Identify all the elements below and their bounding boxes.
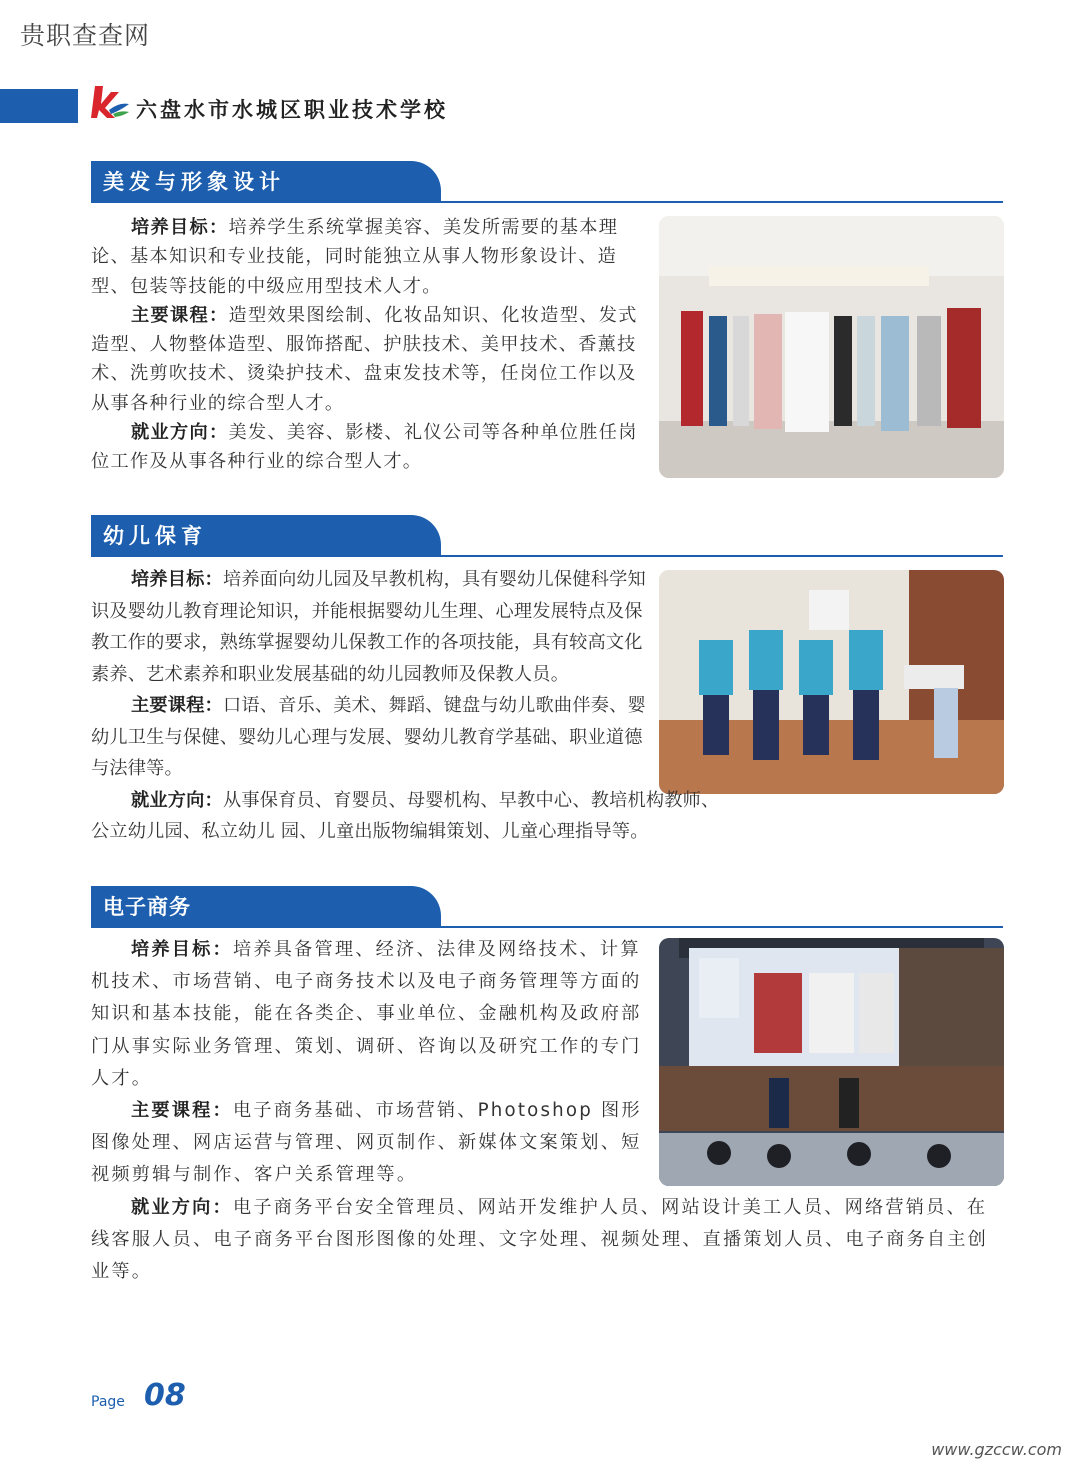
hairdressing-jobs: 就业方向：美发、美容、影楼、礼仪公司等各种单位胜任岗位工作及从事各种行业的综合型人才。 (91, 422, 638, 473)
childcare-goal: 培养目标：培养面向幼儿园及早教机构，具有婴幼儿保健科学知识及婴幼儿教育理论知识，并能根据婴幼儿生理、心理发展特点及保教工作的要求，熟练掌握婴幼儿保教工作的各项技能，具有较高文化素养、艺术素养和职业发展基础的幼儿园教师及保教人员。 (91, 569, 646, 685)
childcare-jobs: 就业方向：从事保育员、育婴员、母婴机构、早教中心、教培机构教师、公立幼儿园、私立幼儿 园、儿童出版物编辑策划、儿童心理指导等。 (91, 789, 720, 842)
hairdressing-courses: 主要课程：造型效果图绘制、化妆品知识、化妆造型、发式造型、人物整体造型、服饰搭配、护肤技术、美甲技术、香薰技术、洗剪吹技术、烫染护技术、盘束发技术等，任岗位工作以及从事各种行业的综合型人才。 (91, 304, 638, 414)
ecommerce-courses: 主要课程：电子商务基础、市场营销、Photoshop 图形图像处理、网店运营与管理、网页制作、新媒体文案策划、短视频剪辑与制作、客户关系管理等。 (91, 1100, 642, 1186)
hairdressing-goal: 培养目标：培养学生系统掌握美容、美发所需要的基本理论、基本知识和专业技能，同时能独立从事人物形象设计、造型、包装等技能的中级应用型技术人才。 (91, 217, 619, 297)
header-accent-bar (0, 89, 78, 123)
section-divider (441, 926, 1003, 928)
school-logo-icon (89, 80, 131, 122)
childcare-courses: 主要课程：口语、音乐、美术、舞蹈、键盘与幼儿歌曲伴奏、婴幼儿卫生与保健、婴幼儿心理与发展、婴幼儿教育学基础、职业道德与法律等。 (91, 695, 646, 779)
section-title-childcare: 幼儿保育 (91, 515, 441, 557)
page-label: Page (91, 1394, 125, 1410)
page-number: 08 (144, 1378, 186, 1413)
ecommerce-text-upper (91, 934, 651, 1192)
hairdressing-text (91, 213, 651, 477)
watermark-top: 贵职查查网 (20, 21, 151, 50)
ecommerce-text-lower (91, 1192, 1006, 1289)
section-title-hairdressing: 美发与形象设计 (91, 161, 441, 203)
section-title-ecommerce: 电子商务 (91, 886, 441, 928)
childcare-text (91, 564, 720, 848)
section-divider (441, 555, 1003, 557)
watermark-bottom: www.gzccw.com (931, 1440, 1062, 1459)
ecommerce-jobs: 就业方向：电子商务平台安全管理员、网站开发维护人员、网站设计美工人员、网络营销员、在线客服人员、电子商务平台图形图像的处理、文字处理、视频处理、直播策划人员、电子商务自主创业等。 (91, 1197, 989, 1283)
childcare-photo (659, 570, 1004, 794)
hairdressing-photo (659, 216, 1004, 478)
section-divider (441, 201, 1003, 203)
school-name: 六盘水市水城区职业技术学校 (136, 97, 448, 122)
ecommerce-photo (659, 938, 1004, 1186)
ecommerce-goal: 培养目标：培养具备管理、经济、法律及网络技术、计算机技术、市场营销、电子商务技术以及电子商务管理等方面的知识和基本技能，能在各类企、事业单位、金融机构及政府部门从事实际业务管理、策划、调研、咨询以及研究工作的专门人才。 (91, 939, 642, 1089)
